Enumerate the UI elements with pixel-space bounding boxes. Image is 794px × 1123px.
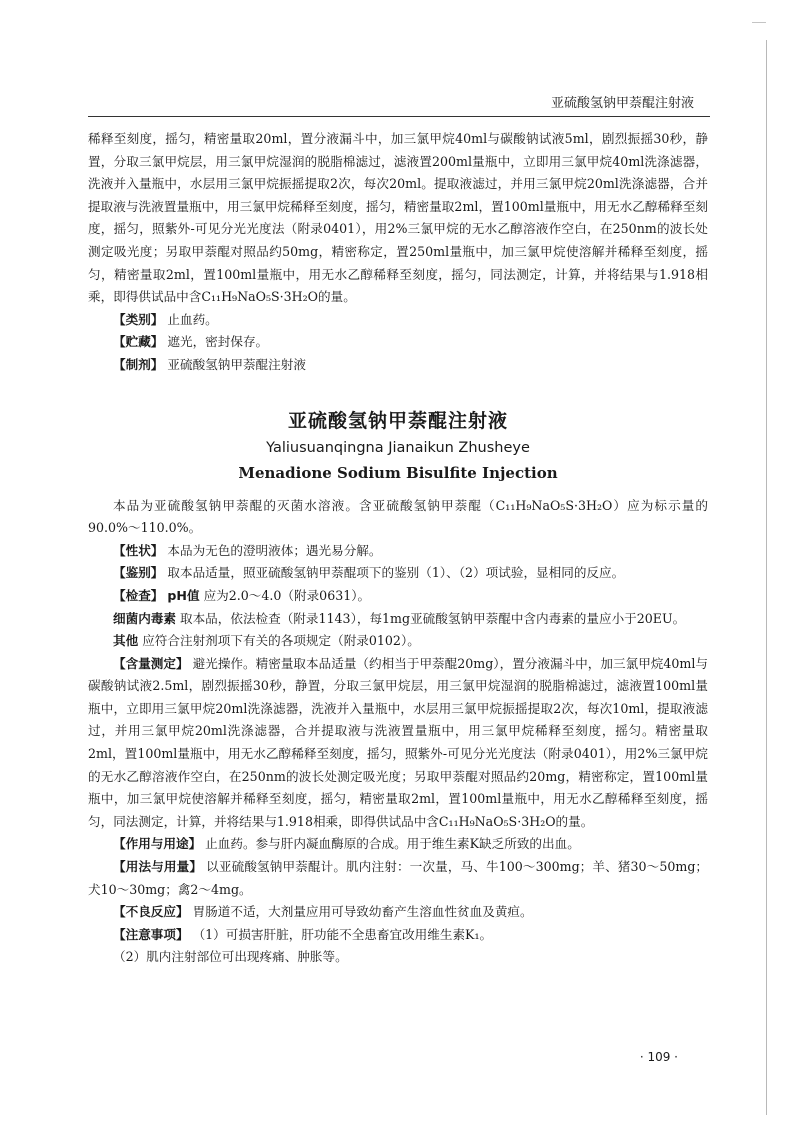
dosage-text: 以亚硫酸氢钠甲萘醌计。肌内注射：一次量，马、牛100～300mg；羊、猪30～50mg；犬10～30mg；禽2～4mg。 xyxy=(88,859,708,897)
ph-text: 应为2.0～4.0（附录0631）。 xyxy=(203,587,371,603)
check-label: 【检查】 xyxy=(113,587,164,603)
storage-label: 【贮藏】 xyxy=(113,334,164,350)
other-entry xyxy=(88,630,708,653)
other-label: 其他 xyxy=(113,633,139,649)
identification-text: 取本品适量，照亚硫酸氢钠甲萘醌项下的鉴别（1）、（2）项试验，显相同的反应。 xyxy=(167,565,625,581)
caution-item-2: （2）肌内注射部位可出现疼痛、肿胀等。 xyxy=(113,949,348,965)
preparation-text: 亚硫酸氢钠甲萘醌注射液 xyxy=(167,356,306,372)
preparation-label: 【制剂】 xyxy=(113,356,164,372)
class-label: 【类别】 xyxy=(113,311,164,327)
header-rule xyxy=(88,116,710,117)
monograph-title-block xyxy=(88,407,708,485)
action-label: 【作用与用途】 xyxy=(113,836,202,852)
storage-entry xyxy=(88,331,708,354)
monograph-title-pinyin: Yaliusuanqingna Jianaikun Zhusheye xyxy=(266,439,530,456)
monograph-intro: 本品为亚硫酸氢钠甲萘醌的灭菌水溶液。含亚硫酸氢钠甲萘醌（C₁₁H₉NaO₅S·3H₂O）应为标示量的90.0%～110.0%。 xyxy=(88,497,708,536)
page-edge-line xyxy=(766,40,767,1115)
assay-text: 避光操作。精密量取本品适量（约相当于甲萘醌20mg），置分液漏斗中，加三氯甲烷40ml与碳酸钠试液2.5ml，剧烈振摇30秒，静置，分取三氯甲烷层，用三氯甲烷湿润的脱脂棉滤过，滤液置100ml量瓶中，立即用三氯甲烷20ml洗涤滤器，洗液并入量瓶中，水层用三氯甲烷振摇提取2次，每次10ml，提取液滤过，并用三氯甲烷20ml洗涤滤器，合并提取液与洗液置量瓶中，用三氯甲烷稀释至刻度，摇匀。精密量取2ml，置100ml量瓶中，用无水乙醇稀释至刻度，摇匀，照紫外-可见分光光度法（附录0401），用2%三氯甲烷的无水乙醇溶液作空白，在250nm的波长处测定吸光度；另取甲萘醌对照品约20mg，精密称定，置100ml量瓶中，加三氯甲烷使溶解并稀释至刻度，摇匀，精密量取2ml，置100ml量瓶中，用无水乙醇稀释至刻度，摇匀，同法测定，计算，并将结果与1.918相乘，即得供试品中含C₁₁H₉NaO₅S·3H₂O的量。 xyxy=(88,655,708,829)
adverse-label: 【不良反应】 xyxy=(113,904,189,920)
identification-label: 【鉴别】 xyxy=(113,565,164,581)
running-header: 亚硫酸氢钠甲萘醌注射液 xyxy=(550,96,694,111)
assay-entry xyxy=(88,653,708,834)
dosage-label: 【用法与用量】 xyxy=(113,859,203,875)
action-entry xyxy=(88,833,708,856)
monograph-title-chinese: 亚硫酸氢钠甲萘醌注射液 xyxy=(287,409,508,432)
properties-entry xyxy=(88,540,708,563)
ph-label: pH值 xyxy=(167,587,200,603)
endotoxin-text: 取本品，依法检查（附录1143），每1mg亚硫酸氢钠甲萘醌中含内毒素的量应小于20EU。 xyxy=(179,610,686,626)
identification-entry xyxy=(88,562,708,585)
other-text: 应符合注射剂项下有关的各项规定（附录0102）。 xyxy=(142,633,420,649)
properties-text: 本品为无色的澄明液体；遇光易分解。 xyxy=(167,542,382,558)
dosage-entry xyxy=(88,856,708,901)
caution-item-1: （1）可损害肝脏，肝功能不全患畜宜改用维生素K₁。 xyxy=(192,926,493,942)
class-text: 止血药。 xyxy=(167,311,218,327)
endotoxin-entry xyxy=(88,608,708,631)
adverse-text: 胃肠道不适，大剂量应用可导致幼畜产生溶血性贫血及黄疸。 xyxy=(192,904,533,920)
class-entry xyxy=(88,309,708,332)
monograph-title-english: Menadione Sodium Bisulfite Injection xyxy=(238,463,558,482)
caution-entry xyxy=(88,924,708,947)
properties-label: 【性状】 xyxy=(113,542,164,558)
continued-paragraph: 稀释至刻度，摇匀，精密量取20ml，置分液漏斗中，加三氯甲烷40ml与碳酸钠试液5ml，剧烈振摇30秒，静置，分取三氯甲烷层，用三氯甲烷湿润的脱脂棉滤过，滤液置200ml量瓶中，立即用三氯甲烷40ml洗涤滤器，洗液并入量瓶中，水层用三氯甲烷振摇提取2次，每次20ml。提取液滤过，并用三氯甲烷20ml洗涤滤器，合并提取液与洗液置量瓶中，用三氯甲烷稀释至刻度，摇匀，精密量取2ml，置100ml量瓶中，用无水乙醇稀释至刻度，摇匀，照紫外-可见分光光度法（附录0401），用2%三氯甲烷的无水乙醇溶液作空白，在250nm的波长处测定吸光度；另取甲萘醌对照品约50mg，精密称定，置250ml量瓶中，加三氯甲烷使溶解并稀释至刻度，摇匀，精密量取2ml，置100ml量瓶中，用无水乙醇稀释至刻度，摇匀，同法测定，计算，并将结果与1.918相乘，即得供试品中含C₁₁H₉NaO₅S·3H₂O的量。 xyxy=(88,131,708,305)
assay-label: 【含量测定】 xyxy=(113,655,189,671)
action-text: 止血药。参与肝内凝血酶原的合成。用于维生素K缺乏所致的出血。 xyxy=(205,836,580,852)
preparation-entry xyxy=(88,354,708,377)
page-corner-mark xyxy=(752,22,766,23)
page-body xyxy=(88,128,708,969)
adverse-entry xyxy=(88,901,708,924)
storage-text: 遮光，密封保存。 xyxy=(167,334,269,350)
page-number: · 109 · xyxy=(639,1050,678,1064)
caution-label: 【注意事项】 xyxy=(113,926,189,942)
endotoxin-label: 细菌内毒素 xyxy=(113,610,176,626)
check-entry xyxy=(88,585,708,608)
